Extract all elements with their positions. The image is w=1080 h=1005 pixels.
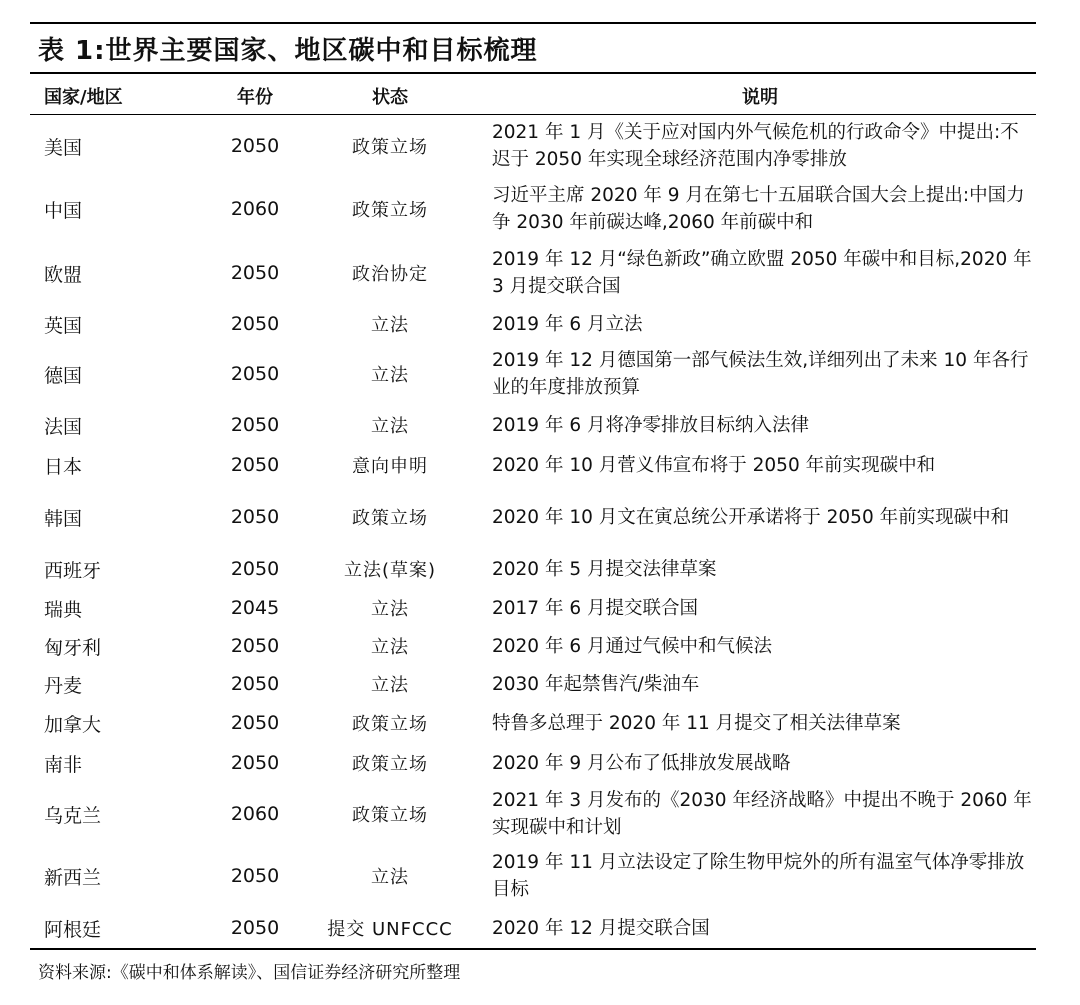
table-row	[30, 344, 1036, 404]
description-cell: 2020 年 10 月文在寅总统公开承诺将于 2050 年前实现碳中和	[492, 506, 1010, 528]
source-note: 资料来源:《碳中和体系解读》、国信证券经济研究所整理	[38, 963, 461, 983]
status-cell: 立法	[371, 637, 409, 658]
country-cell: 西班牙	[44, 559, 102, 582]
year-cell: 2050	[230, 414, 280, 436]
year-cell: 2050	[230, 454, 280, 476]
country-cell: 阿根廷	[44, 918, 102, 941]
description-cell: 2017 年 6 月提交联合国	[492, 597, 698, 619]
year-cell: 2050	[230, 262, 280, 284]
table-row	[30, 666, 1036, 702]
country-cell: 瑞典	[44, 598, 83, 621]
country-cell: 欧盟	[44, 263, 83, 286]
table-row	[30, 406, 1036, 444]
year-cell: 2060	[230, 198, 280, 220]
table-row	[30, 628, 1036, 664]
year-cell: 2050	[230, 712, 280, 734]
status-cell: 立法	[371, 867, 409, 888]
status-cell: 提交 UNFCCC	[327, 919, 453, 940]
country-cell: 丹麦	[44, 674, 83, 697]
status-cell: 政治协定	[352, 264, 428, 285]
status-cell: 政策立场	[352, 508, 428, 529]
status-cell: 立法	[371, 315, 409, 336]
country-cell: 德国	[44, 364, 83, 387]
description-cell: 2019 年 6 月立法	[492, 313, 643, 335]
status-cell: 立法(草案)	[343, 560, 437, 581]
year-cell: 2050	[230, 865, 280, 887]
table-row	[30, 784, 1036, 844]
table-row	[30, 704, 1036, 742]
year-cell: 2050	[230, 363, 280, 385]
bottom-rule	[30, 948, 1036, 950]
status-cell: 意向申明	[352, 456, 428, 477]
status-cell: 政策立场	[352, 200, 428, 221]
country-cell: 中国	[44, 199, 83, 222]
description-cell: 特鲁多总理于 2020 年 11 月提交了相关法律草案	[492, 712, 901, 734]
header-country: 国家/地区	[44, 87, 123, 108]
description-cell: 2020 年 9 月公布了低排放发展战略	[492, 752, 791, 774]
table-row	[30, 178, 1036, 240]
year-cell: 2050	[230, 917, 280, 939]
country-cell: 英国	[44, 314, 83, 337]
top-rule	[30, 22, 1036, 24]
table-row	[30, 306, 1036, 342]
country-cell: 韩国	[44, 507, 83, 530]
status-cell: 立法	[371, 416, 409, 437]
header-desc: 说明	[742, 87, 778, 108]
table-row	[30, 846, 1036, 906]
description-cell: 2020 年 10 月菅义伟宣布将于 2050 年前实现碳中和	[492, 454, 936, 476]
year-cell: 2050	[230, 506, 280, 528]
table-title: 表 1:世界主要国家、地区碳中和目标梳理	[38, 36, 538, 66]
year-cell: 2050	[230, 558, 280, 580]
description-cell: 2020 年 6 月通过气候中和气候法	[492, 635, 772, 657]
status-cell: 立法	[371, 365, 409, 386]
description-cell: 2019 年 12 月德国第一部气候法生效,详细列出了未来 10 年各行业的年度排放预算	[492, 350, 1029, 398]
table-row	[30, 446, 1036, 484]
description-cell: 2019 年 12 月“绿色新政”确立欧盟 2050 年碳中和目标,2020 年 3 月提交联合国	[492, 249, 1032, 297]
status-cell: 政策立场	[352, 137, 428, 158]
table-row	[30, 590, 1036, 626]
description-cell: 2030 年起禁售汽/柴油车	[492, 673, 700, 695]
description-cell: 2020 年 5 月提交法律草案	[492, 558, 717, 580]
country-cell: 日本	[44, 455, 83, 478]
year-cell: 2050	[230, 313, 280, 335]
description-cell: 2021 年 1 月《关于应对国内外气候危机的行政命令》中提出:不迟于 2050 年实现全球经济范围内净零排放	[492, 122, 1019, 170]
status-cell: 立法	[371, 675, 409, 696]
header-year: 年份	[237, 87, 273, 108]
year-cell: 2060	[230, 803, 280, 825]
status-cell: 政策立场	[352, 714, 428, 735]
description-cell: 2019 年 6 月将净零排放目标纳入法律	[492, 414, 809, 436]
status-cell: 立法	[371, 599, 409, 620]
description-cell: 2019 年 11 月立法设定了除生物甲烷外的所有温室气体净零排放目标	[492, 852, 1025, 900]
year-cell: 2050	[230, 635, 280, 657]
country-cell: 法国	[44, 415, 83, 438]
header-status: 状态	[372, 87, 408, 108]
country-cell: 新西兰	[44, 866, 102, 889]
country-cell: 美国	[44, 136, 83, 159]
description-cell: 2020 年 12 月提交联合国	[492, 917, 710, 939]
table-row	[30, 744, 1036, 782]
table-row	[30, 486, 1036, 548]
status-cell: 政策立场	[352, 805, 428, 826]
year-cell: 2050	[230, 135, 280, 157]
status-cell: 政策立场	[352, 754, 428, 775]
country-cell: 加拿大	[44, 713, 102, 736]
table-row	[30, 550, 1036, 588]
country-cell: 乌克兰	[44, 804, 102, 827]
year-cell: 2050	[230, 752, 280, 774]
title-rule	[30, 72, 1036, 74]
table-row	[30, 116, 1036, 176]
year-cell: 2050	[230, 673, 280, 695]
table-row	[30, 908, 1036, 948]
description-cell: 2021 年 3 月发布的《2030 年经济战略》中提出不晚于 2060 年实现碳中和计划	[492, 790, 1032, 838]
header-rule	[30, 114, 1036, 115]
country-cell: 匈牙利	[44, 636, 102, 659]
description-cell: 习近平主席 2020 年 9 月在第七十五届联合国大会上提出:中国力争 2030 年前碳达峰,2060 年前碳中和	[492, 185, 1025, 233]
country-cell: 南非	[44, 753, 83, 776]
table-row	[30, 242, 1036, 304]
year-cell: 2045	[230, 597, 280, 619]
